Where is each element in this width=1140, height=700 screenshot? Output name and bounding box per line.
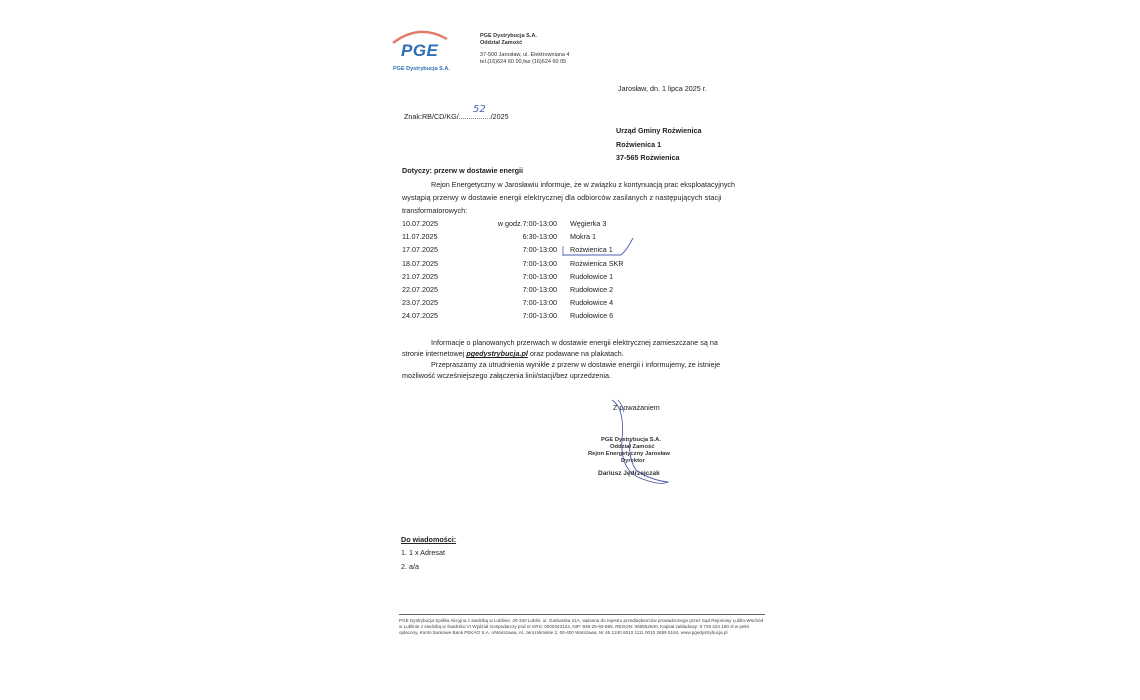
schedule-date: 21.07.2025 [402,271,438,281]
schedule-time: 7:00-13:00 [522,285,557,294]
recipient-line-2: Rożwienica 1 [616,140,662,149]
schedule-date: 17.07.2025 [402,245,438,255]
reference-prefix: Znak:RB/CD/KG/ [404,112,459,121]
intro-line-3: transformatorowych: [402,206,468,215]
info-line-2: stronie internetowej pgedystrybucja.pl oraz podawane na plakatach. [402,349,624,358]
pge-logo-subtitle: PGE Dystrybucja S.A. [393,66,450,72]
stamp-line-3: Rejon Energetyczny Jarosław [588,451,670,457]
info-line-3: Przepraszamy za utrudnienia wynikłe z przerw w dostawie energii i informujemy, że istnieje [431,360,721,369]
schedule-time: 7:00-13:00 [522,298,557,308]
footer-company-info: PGE Dystrybucja Spółka Akcyjna z siedzibą w Lublinie, 20-340 Lublin, ul. Garbarska 21A, wpisana do rejestru przedsiębiorców prowadzonego przez Sąd Rejonowy Lublin-Wschód w Lublinie z siedzibą w Świdniku VI Wydział Gospodarczy pod nr KRS: 0000343124, NIP: 946-25-93-855, REGON: 060552840, Kapitał zakładowy: 9 729 424 160 zł w pełni opłacony, Konto bankowe Bank PEKAO S.A. o/Warszawa, Al. Jerozolimskie 2, 00-400 Warszawa, Nr 45 1240 6010 1111 0010 2659 5164, www.pgedystrybucja.pl [399,618,764,635]
distribution-title: Do wiadomości: [401,535,457,544]
schedule-station: Rożwienica 1 [570,245,613,255]
reference-suffix: /2025 [490,112,509,121]
branch-name: Oddział Zamość [480,40,523,46]
schedule-time: 7:00-13:00 [522,271,557,281]
info-line-4: możliwość wcześniejszego załączenia linii/stacji/bez uprzedzenia. [402,371,611,380]
schedule-time: 7:00-13:00 [522,258,557,268]
company-address: 37-500 Jarosław, ul. Elektrowniana 4 [480,52,570,58]
intro-line-1: Rejon Energetyczny w Jarosławiu informuje, że w związku z kontynuacją prac eksploatacyjnych [431,180,736,189]
schedule-station: Rudołowice 2 [570,285,614,294]
schedule-time: 7:00-13:00 [522,311,557,321]
website-link[interactable]: pgedystrybucja.pl [466,349,528,358]
schedule-date: 24.07.2025 [402,311,438,321]
company-name: PGE Dystrybucja S.A. [480,33,537,39]
schedule-station: Mokra 1 [570,232,596,242]
schedule-station: Rożwienica SKR [570,258,624,268]
schedule-date: 11.07.2025 [402,232,438,242]
schedule-date: 22.07.2025 [402,285,438,294]
stamp-line-1: PGE Dystrybucja S.A. [601,437,661,443]
greeting: Z poważaniem [613,403,660,412]
subject: Dotyczy: przerw w dostawie energii [402,166,524,175]
company-phone: tel.(16)624 60 00,fax (16)624 60 05 [480,59,567,65]
reference-number-handwritten: 52 [473,104,486,115]
recipient-line-1: Urząd Gminy Rożwienica [616,126,702,135]
schedule-date: 18.07.2025 [402,258,438,268]
stamp-line-4: Dyrektor [621,458,645,464]
distribution-item: 1. 1 x Adresat [401,548,445,557]
schedule-time: 6:30-13:00 [522,232,557,242]
signer-name: Dariusz Jędrzejczak [598,470,660,477]
pge-logo: PGE [401,41,439,60]
schedule-date: 23.07.2025 [402,298,438,308]
schedule-date: 10.07.2025 [402,219,438,228]
distribution-item: 2. a/a [401,562,419,571]
reference-line [404,112,509,121]
schedule-station: Rudołowice 6 [570,311,614,321]
stamp-line-2: Oddział Zamość [610,444,655,450]
schedule-station: Rudołowice 1 [570,271,614,281]
intro-line-2: wystąpią przerwy w dostawie energii elektrycznej dla odbiorców zasilanych z następujących stacji [402,193,722,202]
footer-divider [399,614,765,615]
info-line-1: Informacje o planowanych przerwach w dostawie energii elektrycznej zamieszczane są na [431,338,718,347]
schedule-station: Węgierka 3 [570,219,607,228]
schedule-time: 7:00-13:00 [522,245,557,255]
reference-dots: ................ [458,112,491,121]
schedule-time: w godz.7:00-13:00 [497,219,557,228]
schedule-station: Rudołowice 4 [570,298,614,308]
recipient-line-3: 37-565 Rożwienica [616,153,680,162]
place-date: Jarosław, dn. 1 lipca 2025 r. [618,84,707,93]
